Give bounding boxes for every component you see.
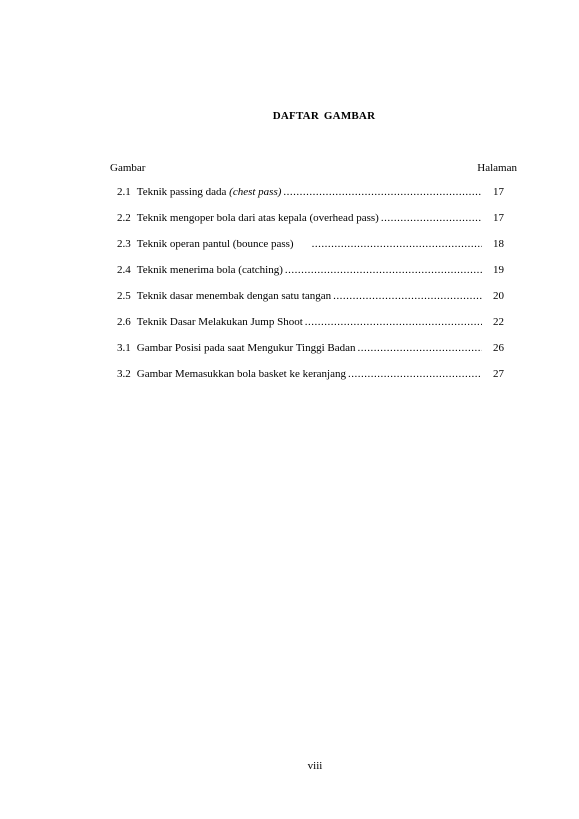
dot-leader (285, 264, 482, 276)
figure-title: Teknik Dasar Melakukan Jump Shoot (136, 316, 303, 328)
figure-number: 2.1 (117, 186, 131, 198)
figure-number: 2.5 (117, 290, 131, 302)
figure-entry (117, 316, 504, 342)
figure-title: Teknik mengoper bola dari atas kepala (overhead pass) (136, 212, 379, 224)
figure-number: 2.6 (117, 316, 131, 328)
figure-page-number: 22 (493, 316, 504, 328)
page-footer-number: viii (307, 760, 323, 772)
figure-entry (117, 368, 504, 394)
figure-list (117, 186, 504, 394)
figure-entry (117, 238, 504, 264)
figure-number: 3.1 (117, 342, 131, 354)
figure-title: Teknik dasar menembak dengan satu tangan (136, 290, 332, 302)
figure-entry (117, 264, 504, 290)
figure-title (137, 186, 282, 198)
figure-title-text: Teknik passing dada (136, 186, 230, 198)
figure-entry (117, 342, 504, 368)
figure-page-number: 17 (493, 186, 504, 198)
figure-page-number: 27 (493, 368, 504, 380)
dot-leader (312, 238, 482, 250)
figure-title-italic: (chest pass) (229, 186, 282, 198)
figure-page-number: 17 (493, 212, 504, 224)
figure-page-number: 26 (493, 342, 504, 354)
column-header-page: Halaman (477, 162, 517, 174)
figure-number: 2.4 (117, 264, 131, 276)
figure-entry (117, 212, 504, 238)
figure-page-number: 20 (493, 290, 504, 302)
figure-entry (117, 186, 504, 212)
figure-number: 3.2 (117, 368, 131, 380)
dot-leader (283, 186, 482, 198)
figure-entry (117, 290, 504, 316)
figure-title: Gambar Memasukkan bola basket ke keranjang (136, 368, 346, 380)
dot-leader (305, 316, 482, 328)
dot-leader (333, 290, 482, 302)
figure-title: Teknik menerima bola (catching) (136, 264, 283, 276)
column-header-figure: Gambar (110, 162, 146, 174)
figure-title: Gambar Posisi pada saat Mengukur Tinggi Badan (136, 342, 356, 354)
figure-number: 2.3 (117, 238, 131, 250)
dot-leader (381, 212, 482, 224)
dot-leader (348, 368, 482, 380)
page-title: DAFTAR GAMBAR (272, 110, 376, 122)
figure-number: 2.2 (117, 212, 131, 224)
figure-page-number: 18 (493, 238, 504, 250)
figure-title: Teknik operan pantul (bounce pass) (136, 238, 294, 250)
dot-leader (358, 342, 482, 354)
figure-page-number: 19 (493, 264, 504, 276)
